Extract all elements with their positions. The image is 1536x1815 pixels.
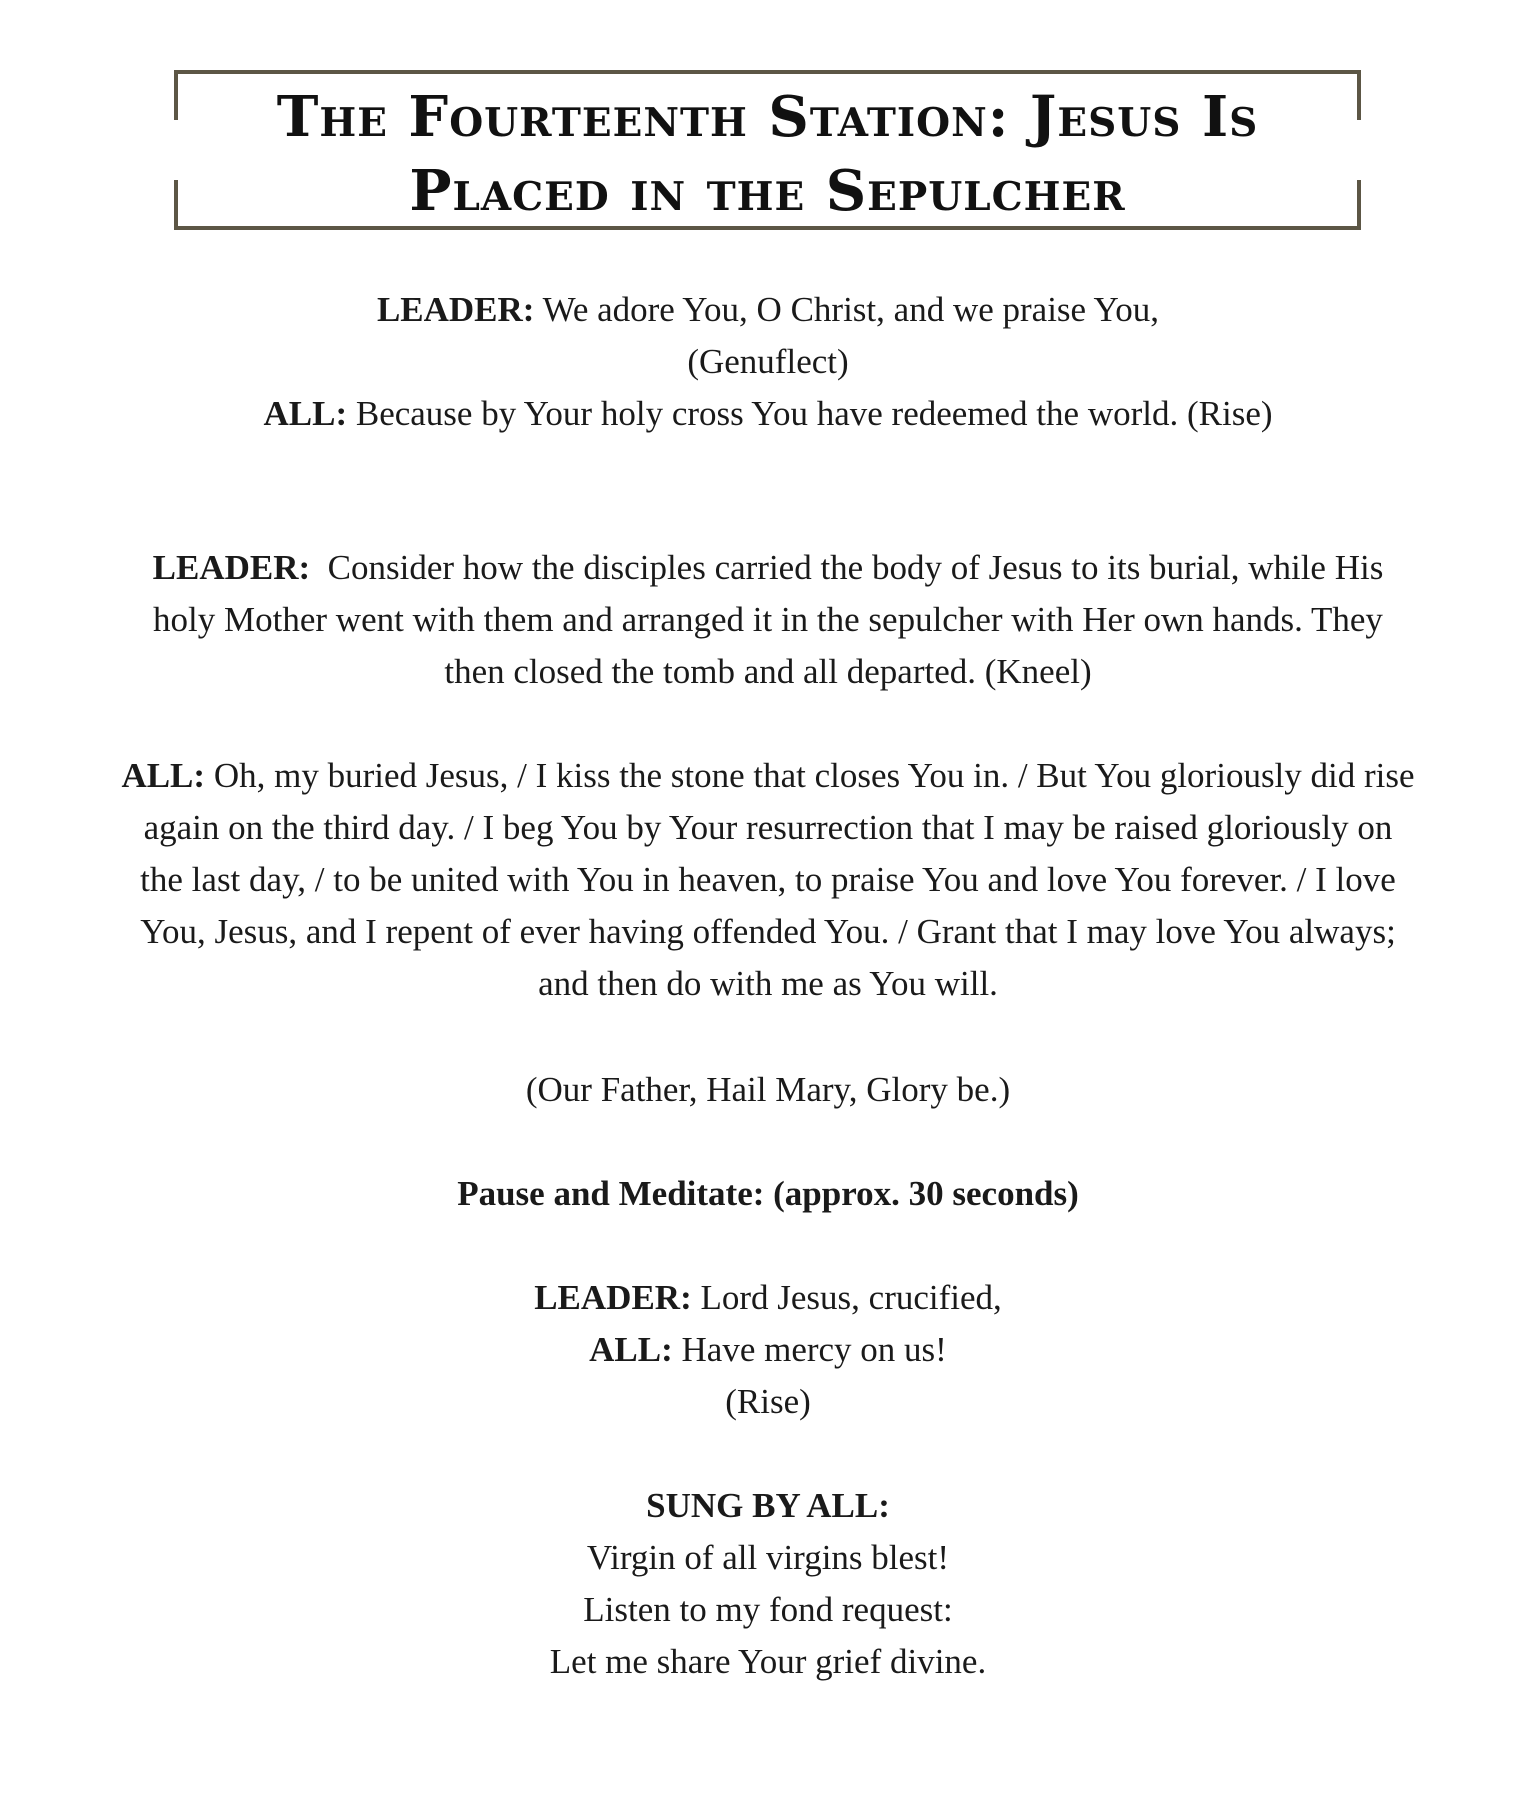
- leader-text: We adore You, O Christ, and we praise You,: [542, 290, 1160, 329]
- prayer-all-label: ALL:: [121, 756, 206, 795]
- meditation-text: Consider how the disciples carried the body of Jesus to its burial, while His holy Mother went with them and arranged it in the sepulcher with Her own hands. They then closed the tomb and all departed. (Kneel): [153, 548, 1384, 691]
- page-title: The Fourteenth Station: Jesus Is Placed in the Sepulcher: [276, 84, 1259, 224]
- hymn-line: Let me share Your grief divine.: [549, 1642, 987, 1681]
- leader-label: LEADER:: [376, 290, 535, 329]
- meditation-leader-label: LEADER:: [152, 548, 311, 587]
- opening-all-line: [100, 388, 1436, 440]
- prayer-text: Oh, my buried Jesus, / I kiss the stone that closes You in. / But You gloriously did rise again on the third day. / I beg You by Your resurrection that I may be raised gloriously on the last day, / to be united with You in heaven, to praise You and love You forever. / I love You, Jesus, and I repent of ever having offended You. / Grant that I may love You always; and then do with me as You will.: [140, 756, 1415, 1003]
- genuflect-instruction: (Genuflect): [687, 342, 849, 381]
- prayers-note: (Our Father, Hail Mary, Glory be.): [525, 1070, 1011, 1109]
- closing-all-text: Have mercy on us!: [681, 1330, 947, 1369]
- frame-top-bar: [174, 70, 1361, 74]
- opening-versicle: [100, 284, 1436, 440]
- opening-leader-line: [100, 284, 1436, 336]
- closing-all-label: ALL:: [589, 1330, 673, 1369]
- hymn-line: Listen to my fond request:: [583, 1590, 953, 1629]
- pause-instruction: Pause and Meditate: (approx. 30 seconds): [457, 1174, 1079, 1213]
- prayer-paragraph: [118, 750, 1418, 1010]
- closing-leader-text: Lord Jesus, crucified,: [700, 1278, 1002, 1317]
- all-label: ALL:: [263, 394, 348, 433]
- hymn-line: Virgin of all virgins blest!: [586, 1538, 950, 1577]
- closing-all-line: [100, 1324, 1436, 1376]
- all-text: Because by Your holy cross You have redeemed the world. (Rise): [355, 394, 1273, 433]
- hymn-heading: SUNG BY ALL:: [646, 1486, 890, 1525]
- closing-leader-line: [100, 1272, 1436, 1324]
- rise-instruction: (Rise): [725, 1382, 811, 1421]
- meditation-paragraph: [120, 542, 1416, 698]
- closing-leader-label: LEADER:: [534, 1278, 692, 1317]
- closing-versicle: [100, 1272, 1436, 1428]
- hymn: [100, 1480, 1436, 1688]
